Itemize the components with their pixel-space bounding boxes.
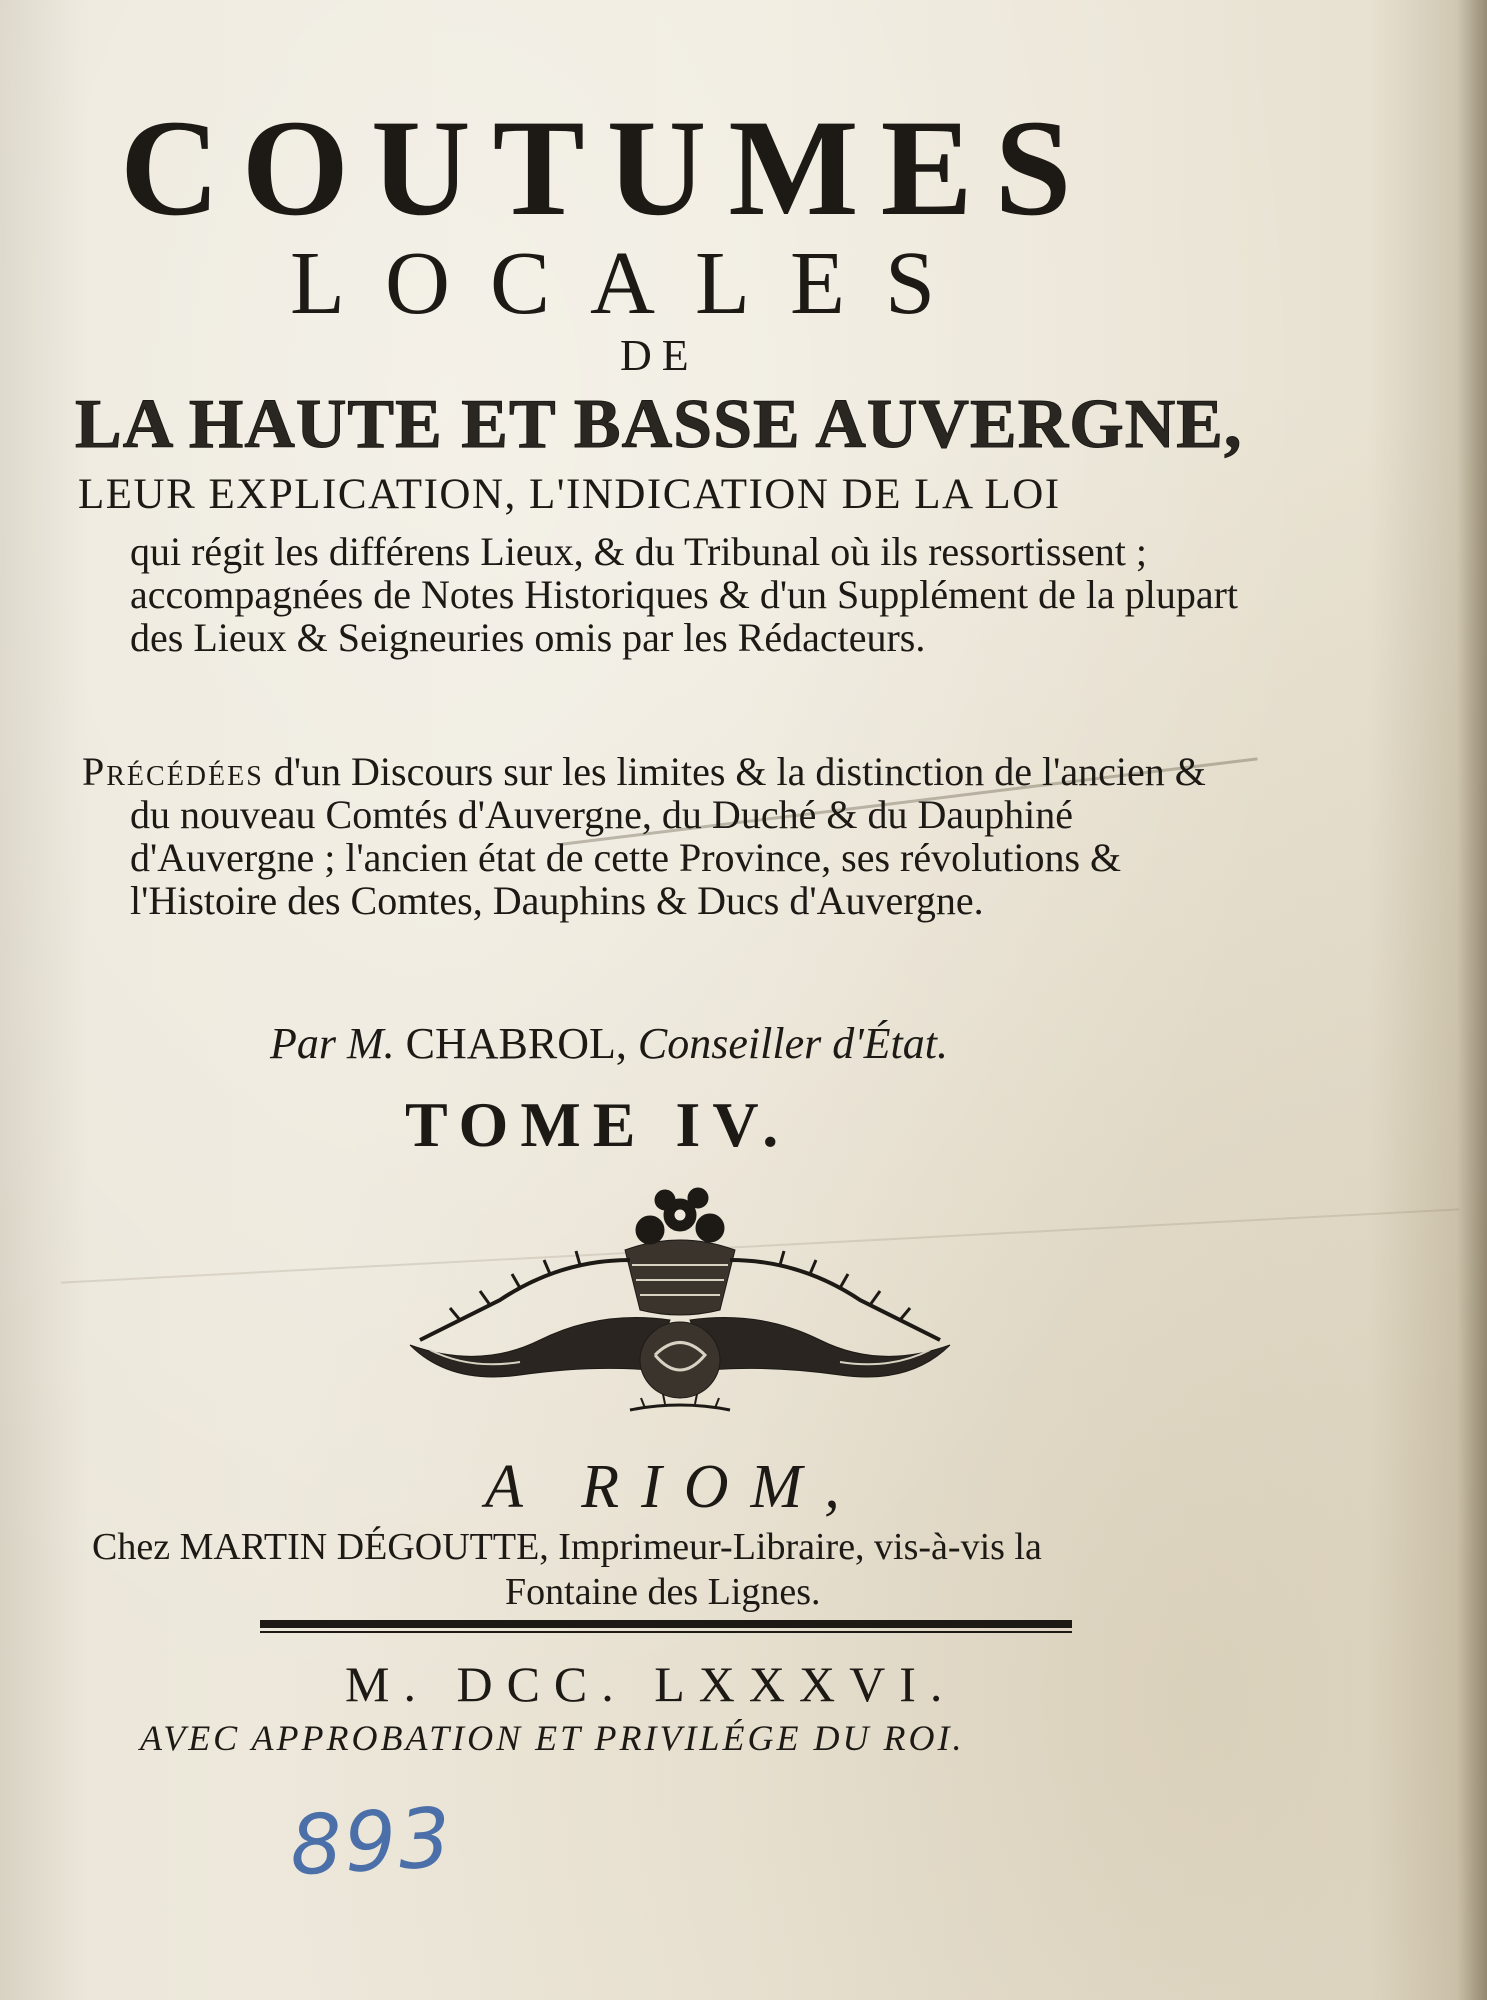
imprint-address: Fontaine des Lignes. <box>505 1571 821 1613</box>
imprint-place: A RIOM, <box>485 1453 862 1521</box>
double-rule-thick <box>260 1620 1072 1628</box>
author-par: Par M. <box>270 1019 395 1068</box>
title-de: DE <box>620 331 699 380</box>
volume-label: TOME IV. <box>405 1089 791 1160</box>
floral-ornament-icon <box>400 1170 960 1430</box>
title-coutumes: COUTUMES <box>120 91 1094 244</box>
page-edge-shadow <box>1457 0 1487 2000</box>
imprint-printer: Chez MARTIN DÉGOUTTE, Imprimeur-Libraire, vis-à-vis la <box>92 1526 1042 1568</box>
double-rule-thin <box>260 1631 1072 1633</box>
handwritten-shelf-number: 893 <box>287 1790 455 1895</box>
subtitle-explication: LEUR EXPLICATION, L'INDICATION DE LA LOI <box>78 471 1061 518</box>
discours-lead-word: Précédées <box>82 749 264 794</box>
privilege-line: AVEC APPROBATION ET PRIVILÉGE DU ROI. <box>140 1718 965 1758</box>
title-haute-basse-auvergne: LA HAUTE ET BASSE AUVERGNE, <box>75 386 1243 463</box>
discours-paragraph <box>82 749 1250 923</box>
description-paragraph: qui régit les différens Lieux, & du Tribunal où ils ressortissent ; accompagnées de Notes Historiques & d'un Supplément de la plupart des Lieux & Seigneuries omis par les Rédacteurs. <box>130 529 1239 660</box>
author-role: Conseiller d'État. <box>637 1019 948 1068</box>
discours-text: d'un Discours sur les limites & la distinction de l'ancien & du nouveau Comtés d'Auvergne, du Duché & du Dauphiné d'Auvergne ; l'ancien état de cette Province, ses révolutions & l'Histoire des Comtes, Dauphins & Ducs d'Auvergne. <box>130 749 1206 923</box>
author-line <box>270 1018 948 1069</box>
title-locales: LOCALES <box>290 234 975 333</box>
imprint-year: M. DCC. LXXXVI. <box>345 1656 957 1712</box>
author-name: CHABROL, <box>405 1019 627 1068</box>
